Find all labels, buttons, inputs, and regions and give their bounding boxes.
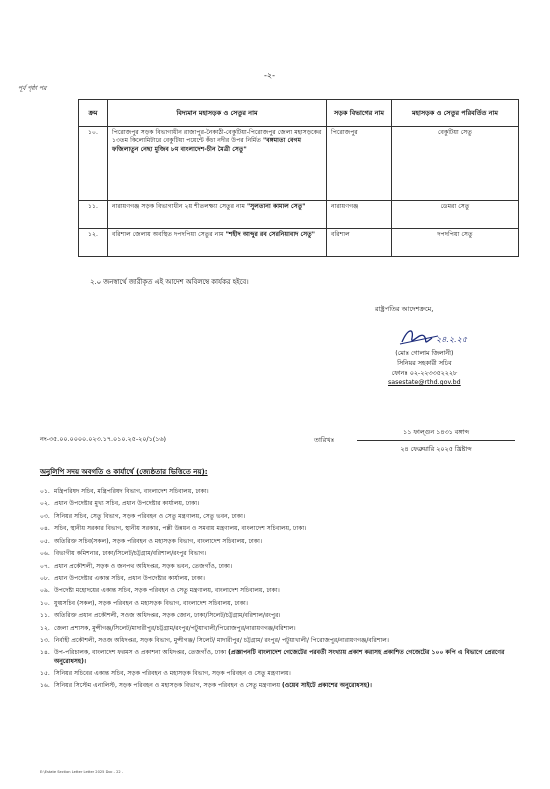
list-item <box>40 587 518 595</box>
signatory-name: (মোঃ গোলাম জিলানী) <box>395 350 454 357</box>
row-serial: ১২. <box>79 229 108 257</box>
existing-text: পিরোজপুর সড়ক বিভাগাধীন রাজাপুর-নৈকাঠী-বেকুটিয়া-পিরোজপুর জেলা মহাসড়কের ১৩তম কিলোমিটারে বেকুটিয়া পয়েন্টে কঁচা নদীর উপর নির্মিত <box>112 129 322 145</box>
list-item <box>40 563 518 571</box>
item-text: প্রধান উপদেষ্টার একান্ত সচিব, প্রধান উপদেষ্টার কার্যালয়, ঢাকা। <box>54 574 205 582</box>
item-text: উপদেষ্টা মহোদয়ের একান্ত সচিব, সড়ক পরিবহন ও সেতু মন্ত্রণালয়, বাংলাদেশ সচিবালয়, ঢাকা। <box>54 587 280 595</box>
list-item <box>40 525 518 533</box>
presidential-order-line: রাষ্ট্রপতির আদেশক্রমে, <box>375 305 434 313</box>
item-number: ১৩. <box>40 637 50 645</box>
item-number: ১৬. <box>40 682 50 690</box>
item-text: অতিরিক্ত সচিব(সকল), সড়ক পরিবহন ও মহাসড়ক বিভাগ, বাংলাদেশ সচিবালয়, ঢাকা। <box>54 537 263 545</box>
item-number: ০৩. <box>40 512 50 520</box>
item-number: ০১. <box>40 488 50 495</box>
list-item <box>40 670 518 678</box>
signatory-title: সিনিয়র সহকারী সচিব <box>397 359 452 367</box>
row-existing-name <box>108 127 327 201</box>
existing-text: বরিশাল জেলায় অবস্থিত দপদপিয়া সেতুর নাম <box>112 231 226 238</box>
existing-bold-name: "সুলতানা কামাল সেতু" <box>246 203 306 210</box>
item-text: অতিরিক্ত প্রধান প্রকৌশলী, সওজ অধিদপ্তর, সড়ক জোন, ঢাকা/সিলেট/চট্টগ্রাম/বরিশাল/রংপুর। <box>54 612 281 620</box>
existing-text: নারায়ণগঞ্জ সড়ক বিভাগাধীন ২য় শীতলক্ষ্যা সেতুর নাম <box>112 203 247 210</box>
item-number: ০৪. <box>40 525 50 533</box>
item-text: প্রধান উপদেষ্টার মুখ্য সচিব, প্রধান উপদেষ্টার কার্যালয়, ঢাকা। <box>54 500 200 508</box>
date-label: তারিখঃ <box>314 436 335 444</box>
list-item <box>40 513 518 521</box>
signatory-email: sasestate@rthd.gov.bd <box>388 379 461 387</box>
row-existing-name <box>108 229 327 257</box>
row-existing-name <box>108 201 327 229</box>
item-text: সিনিয়র সচিব, সেতু বিভাগ, সড়ক পরিবহন ও সেতু মন্ত্রণালয়, সেতু ভবন, ঢাকা। <box>54 512 246 520</box>
existing-bold-name: "বঙ্গমাতা বেগম ফজিলাতুন নেছা মুজিব ৮ম বাংলাদেশ-চীন মৈত্রী সেতু" <box>112 137 302 153</box>
item-text: জেলা প্রশাসক, মুন্সীগঞ্জ/সিলেট/মাদারীপুর/চট্টগ্রাম/রংপুর/পটুয়াখালী/পিরোজপুর/নারায়ণগঞ্জ/বরিশাল। <box>54 624 296 632</box>
list-item <box>40 682 518 690</box>
signature-mark <box>398 324 470 350</box>
row-serial: ১১. <box>79 201 108 229</box>
item-text <box>54 682 518 690</box>
header-new-name: মহাসড়ক ও সেতুর পরিবর্তিত নাম <box>392 100 519 127</box>
item-number: ০৯. <box>40 587 50 595</box>
date-bangla: ১১ ফাল্গুন ১৪৩১ বঙ্গাব্দ <box>357 425 515 441</box>
table-row <box>79 127 519 201</box>
item-number: ১০. <box>40 599 50 607</box>
row-serial: ১০. <box>79 127 108 201</box>
row-new-name: বেকুটিয়া সেতু <box>392 127 519 201</box>
list-item <box>40 637 518 645</box>
bridge-rename-table <box>78 99 519 257</box>
list-item <box>40 625 518 633</box>
signatory-phone: ফোনঃ ০২-২২৩৩৫২২২৮ <box>391 369 458 377</box>
item-text: মন্ত্রিপরিষদ সচিব, মন্ত্রিপরিষদ বিভাগ, বাংলাদেশ সচিবালয়, ঢাকা। <box>54 488 209 495</box>
item-number: ১৫. <box>40 669 50 677</box>
reference-number: নং-৩৫.০০.০০০০.০২৩.১৭.০১০.২৫-২০/১(১৬) <box>40 435 167 443</box>
item-text-plain: সিনিয়র সিস্টেম এনালিস্ট, সড়ক পরিবহন ও মহাসড়ক বিভাগ, সড়ক পরিবহন ও সেতু মন্ত্রণালয় <box>54 682 283 690</box>
row-division: পিরোজপুর <box>327 127 392 201</box>
item-number: ০৫. <box>40 537 50 545</box>
item-number: ১১. <box>40 612 50 620</box>
date-gregorian: ২৪ ফেব্রুয়ারি ২০২৫ খ্রিষ্টাব্দ <box>400 445 472 453</box>
item-text-bold: (ওয়েব সাইটে প্রকাশের অনুরোধসহ)। <box>282 682 372 690</box>
item-text: সিনিয়র সচিবের একান্ত সচিব, সড়ক পরিবহন ও মহাসড়ক বিভাগ, সড়ক পরিবহন ও সেতু মন্ত্রণালয়। <box>54 669 291 677</box>
row-division: নারায়ণগঞ্জ <box>327 201 392 229</box>
previous-page-note: পূর্ব পৃষ্ঠা পর <box>18 85 47 92</box>
copy-heading: অনুলিপি সদয় অবগতি ও কার্যার্থে (জ্যেষ্ঠতার ভিত্তিতে নয়): <box>40 468 208 476</box>
signature-date: ২৪.২.২৫ <box>436 335 468 344</box>
item-number: ১৪. <box>40 649 50 657</box>
item-number: ০৮. <box>40 574 50 582</box>
header-serial: ক্রম <box>79 100 108 127</box>
item-number: ০৬. <box>40 550 50 558</box>
header-existing-name: বিদ্যমান মহাসড়ক ও সেতুর নাম <box>108 100 327 127</box>
item-text: প্রধান প্রকৌশলী, সড়ক ও জনপথ অধিদপ্তর, সড়ক ভবন, তেজগাঁও, ঢাকা। <box>54 562 233 570</box>
item-text: সচিব, স্থানীয় সরকার বিভাগ, স্থানীয় সরকার, পল্লী উন্নয়ন ও সমবায় মন্ত্রণালয়, বাংলাদেশ সচিবালয়, ঢাকা। <box>54 525 307 533</box>
copy-list <box>40 488 518 695</box>
signatory-block <box>388 349 461 388</box>
item-text-bold: (প্রজ্ঞাপনটি বাংলাদেশ গেজেটের পরবর্তী সংখ্যায় প্রকাশ করাসহ প্রকাশিত গেজেটের ১০০ কপি এ বিভাগে প্রেরণের অনুরোধসহ)। <box>54 649 505 665</box>
list-item <box>40 649 518 665</box>
list-item <box>40 488 518 496</box>
table-header-row <box>79 100 519 127</box>
item-text <box>54 649 518 665</box>
item-number: ০৭. <box>40 562 50 570</box>
item-number: ১২. <box>40 624 50 632</box>
list-item <box>40 538 518 546</box>
item-text-plain: উপ-পরিচালক, বাংলাদেশ ফরমস ও প্রকাশনা অধিদপ্তর, তেজগাঁও, ঢাকা <box>54 649 229 657</box>
date-box <box>357 425 515 458</box>
header-division: সড়ক বিভাগের নাম <box>327 100 392 127</box>
row-new-name: দপদপিয়া সেতু <box>392 229 519 257</box>
table-row <box>79 201 519 229</box>
list-item <box>40 600 518 608</box>
list-item <box>40 550 518 558</box>
row-division: বরিশাল <box>327 229 392 257</box>
item-number: ০২. <box>40 500 50 508</box>
effective-clause: ২.০ জনস্বার্থে জারীকৃত এই আদেশ অবিলম্বে কার্যকর হইবে। <box>90 278 249 286</box>
list-item <box>40 500 518 508</box>
table-row <box>79 229 519 257</box>
item-text: বিভাগীয় কমিশনার, ঢাকা/সিলেট/চট্টগ্রাম/বরিশাল/রংপুর বিভাগ। <box>54 550 207 558</box>
item-text: নির্বাহী প্রকৌশলী, সওজ অধিদপ্তর, সড়ক বিভাগ, মুন্সীগঞ্জ/ সিলেট/ মাদারীপুর/ চট্টগ্রাম/ রংপুর/ পটুয়াখালী/ পিরোজপুর/নারায়ণগঞ্জ/বরিশাল। <box>54 637 389 645</box>
row-new-name: ডেমরা সেতু <box>392 201 519 229</box>
existing-bold-name: "শহীদ আব্দুর রব সেরনিয়াবাদ সেতু" <box>225 231 316 238</box>
footer-file-path: E:\Estate Section Letter Letter 2025 Doc - 22 - <box>40 770 124 774</box>
page-number: -২- <box>264 71 275 80</box>
item-text: যুগ্মসচিব (সকল), সড়ক পরিবহন ও মহাসড়ক বিভাগ, বাংলাদেশ সচিবালয়, ঢাকা। <box>54 599 248 607</box>
list-item <box>40 575 518 583</box>
list-item <box>40 612 518 620</box>
